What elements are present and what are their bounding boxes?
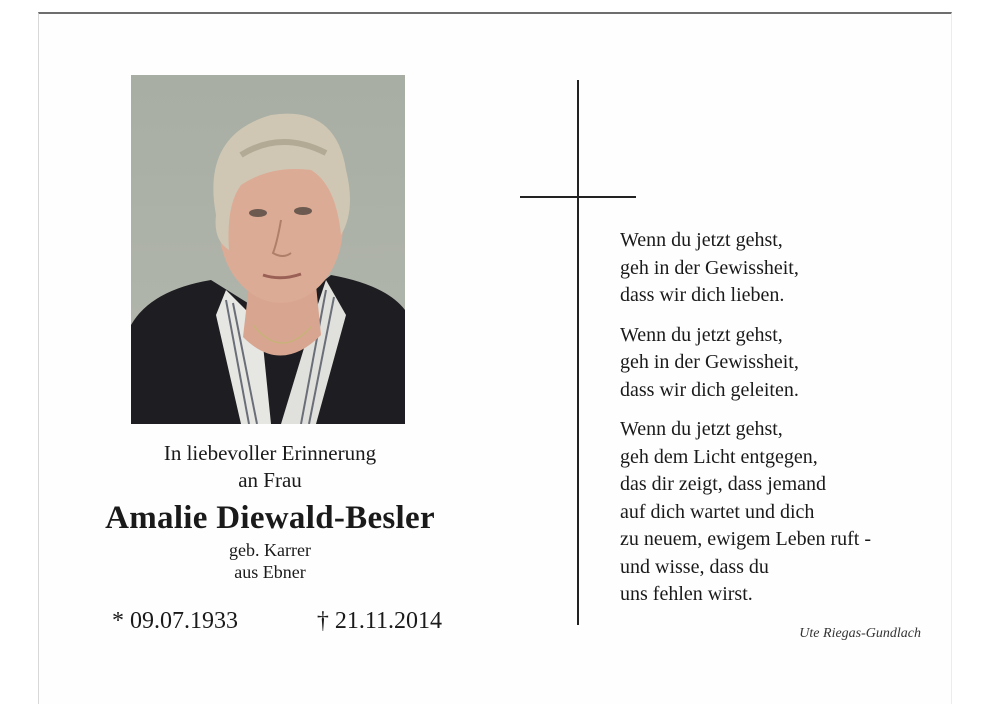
origin: aus Ebner xyxy=(234,562,306,582)
cross-icon-bar xyxy=(520,196,636,198)
poem-line: auf dich wartet und dich xyxy=(620,500,815,523)
poem-author: Ute Riegas-Gundlach xyxy=(799,626,921,641)
poem-line: und wisse, dass du xyxy=(620,555,769,578)
poem-line: das dir zeigt, dass jemand xyxy=(620,473,827,495)
cross-icon xyxy=(577,80,579,625)
poem-stanza-3 xyxy=(620,416,940,609)
poem xyxy=(620,227,940,621)
poem-line: uns fehlen wirst. xyxy=(620,583,753,605)
poem-stanza-2 xyxy=(620,322,940,405)
poem-line: Wenn du jetzt gehst, xyxy=(620,323,783,346)
life-dates xyxy=(112,608,442,635)
poem-line: dass wir dich lieben. xyxy=(620,284,785,306)
poem-line: Wenn du jetzt gehst, xyxy=(620,418,783,440)
dedication-block xyxy=(70,440,470,583)
poem-line: geh in der Gewissheit, xyxy=(620,351,799,373)
poem-line: dass wir dich geleiten. xyxy=(620,378,799,401)
poem-stanza-1 xyxy=(620,227,940,310)
poem-line: geh dem Licht entgegen, xyxy=(620,445,818,468)
portrait-photo xyxy=(131,75,405,424)
poem-line: Wenn du jetzt gehst, xyxy=(620,229,783,251)
deceased-name: Amalie Diewald-Besler xyxy=(105,500,435,536)
dedication-line-1: In liebevoller Erinnerung xyxy=(163,441,377,465)
poem-line: geh in der Gewissheit, xyxy=(620,256,799,279)
poem-line: zu neuem, ewigem Leben ruft - xyxy=(620,528,872,550)
dedication-line-2: an Frau xyxy=(238,468,302,492)
birth-name: geb. Karrer xyxy=(229,540,311,560)
birth-date: * 09.07.1933 xyxy=(112,608,238,634)
death-date: † 21.11.2014 xyxy=(316,608,442,634)
